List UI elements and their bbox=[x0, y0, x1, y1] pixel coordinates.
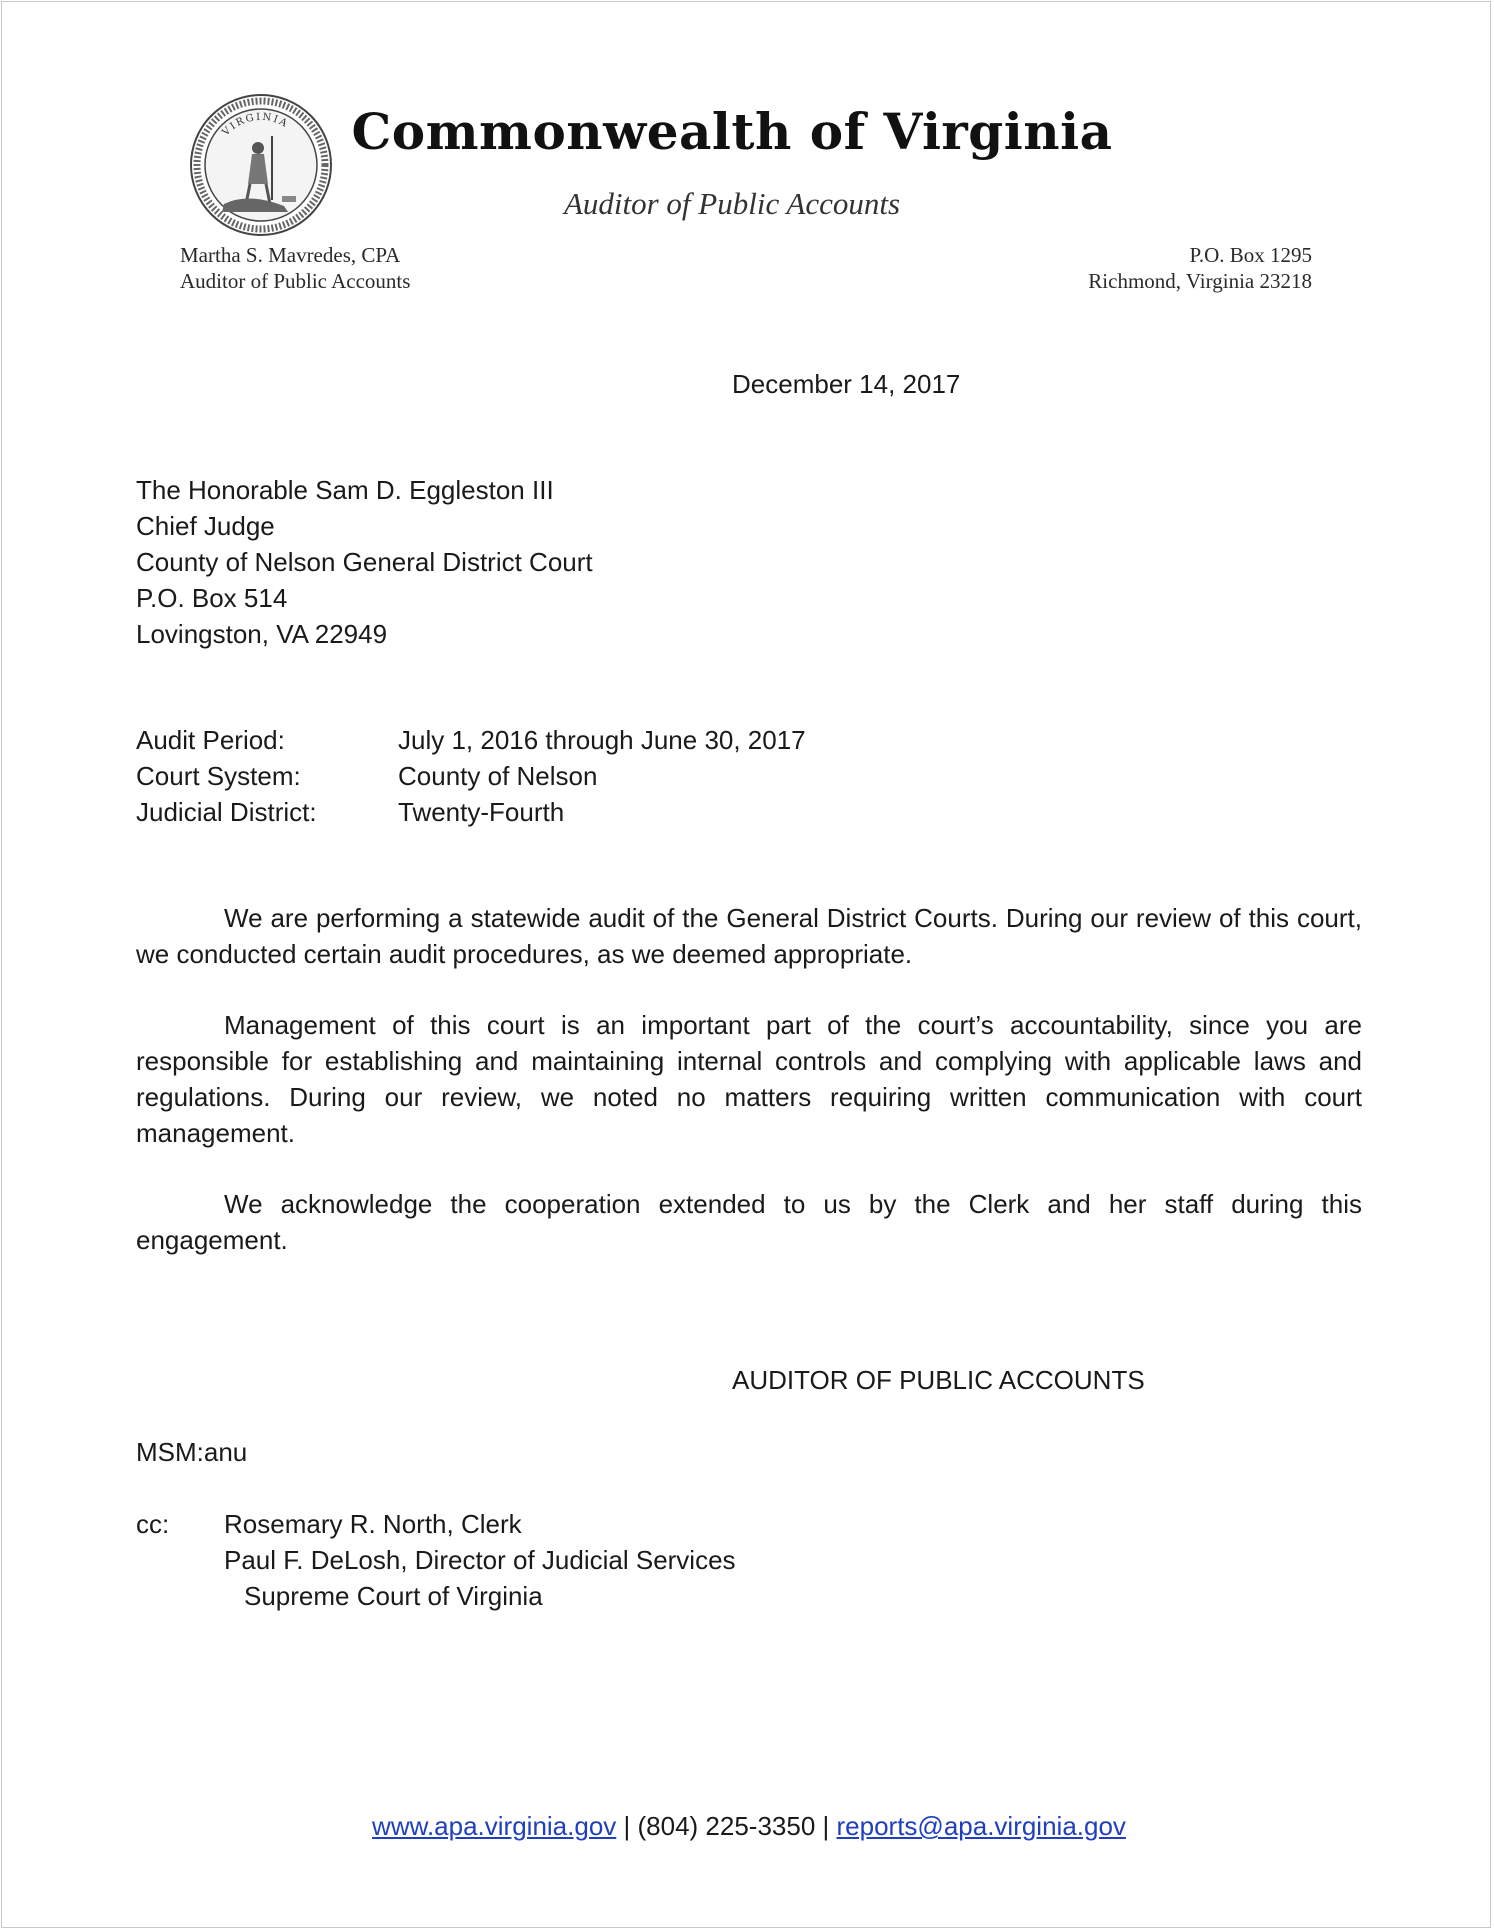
audit-detail-label: Judicial District: bbox=[136, 797, 317, 827]
audit-detail-value: Twenty-Fourth bbox=[398, 797, 565, 827]
sender-name: Martha S. Mavredes, CPA bbox=[180, 243, 401, 267]
body-paragraph: We are performing a statewide audit of the General District Courts. During our review of this court, we conducted certain audit procedures, as we deemed appropriate. bbox=[136, 903, 1362, 969]
recipient-line: Lovingston, VA 22949 bbox=[136, 619, 388, 649]
letter-page bbox=[1, 1, 1491, 1928]
audit-details bbox=[136, 722, 806, 830]
cc-block bbox=[136, 1506, 736, 1614]
audit-detail-value: July 1, 2016 through June 30, 2017 bbox=[398, 725, 806, 755]
body-paragraph: We acknowledge the cooperation extended to us by the Clerk and her staff during this engagement. bbox=[136, 1189, 1362, 1255]
email-link[interactable]: reports@apa.virginia.gov bbox=[836, 1811, 1126, 1841]
cc-row bbox=[136, 1542, 736, 1578]
signoff: AUDITOR OF PUBLIC ACCOUNTS bbox=[732, 1365, 1145, 1395]
recipient-address bbox=[136, 472, 593, 652]
recipient-line: The Honorable Sam D. Eggleston III bbox=[136, 475, 554, 505]
body-paragraph: Management of this court is an important part of the court’s accountability, since you are responsible for establishing and maintaining internal controls and complying with applicable laws and regulations. During our review, we noted no matters requiring written communication with court management. bbox=[136, 1010, 1362, 1148]
audit-detail-label: Audit Period: bbox=[136, 725, 285, 755]
po-box: P.O. Box 1295 bbox=[1189, 243, 1312, 267]
recipient-line: County of Nelson General District Court bbox=[136, 547, 593, 577]
cc-recipient: Paul F. DeLosh, Director of Judicial Services bbox=[224, 1545, 736, 1575]
footer-separator: | bbox=[815, 1811, 837, 1841]
recipient-line: P.O. Box 514 bbox=[136, 583, 288, 613]
masthead-title: Commonwealth of Virginia bbox=[351, 102, 1113, 161]
letter-date: December 14, 2017 bbox=[732, 369, 961, 399]
sender-address bbox=[1088, 242, 1312, 294]
cc-label: cc: bbox=[136, 1509, 170, 1539]
cc-recipient: Rosemary R. North, Clerk bbox=[224, 1509, 522, 1539]
sender-block bbox=[180, 242, 410, 294]
initials: MSM:anu bbox=[136, 1437, 248, 1467]
masthead-subtitle: Auditor of Public Accounts bbox=[563, 186, 901, 221]
cc-recipient-sub: Supreme Court of Virginia bbox=[244, 1581, 543, 1611]
audit-detail-label: Court System: bbox=[136, 761, 301, 791]
audit-detail-value: County of Nelson bbox=[398, 761, 598, 791]
recipient-line: Chief Judge bbox=[136, 511, 275, 541]
cc-row bbox=[136, 1506, 736, 1542]
city-state: Richmond, Virginia 23218 bbox=[1088, 269, 1312, 293]
audit-detail-row bbox=[136, 758, 806, 794]
audit-detail-row bbox=[136, 794, 806, 830]
cc-spacer bbox=[136, 1542, 224, 1578]
sender-title: Auditor of Public Accounts bbox=[180, 269, 411, 293]
phone-number: (804) 225-3350 bbox=[637, 1811, 816, 1841]
footer-separator: | bbox=[616, 1811, 638, 1841]
audit-detail-row bbox=[136, 722, 806, 758]
website-link[interactable]: www.apa.virginia.gov bbox=[372, 1811, 617, 1841]
footer bbox=[2, 1808, 1494, 1844]
seal-text: VIRGINIA bbox=[220, 111, 291, 139]
